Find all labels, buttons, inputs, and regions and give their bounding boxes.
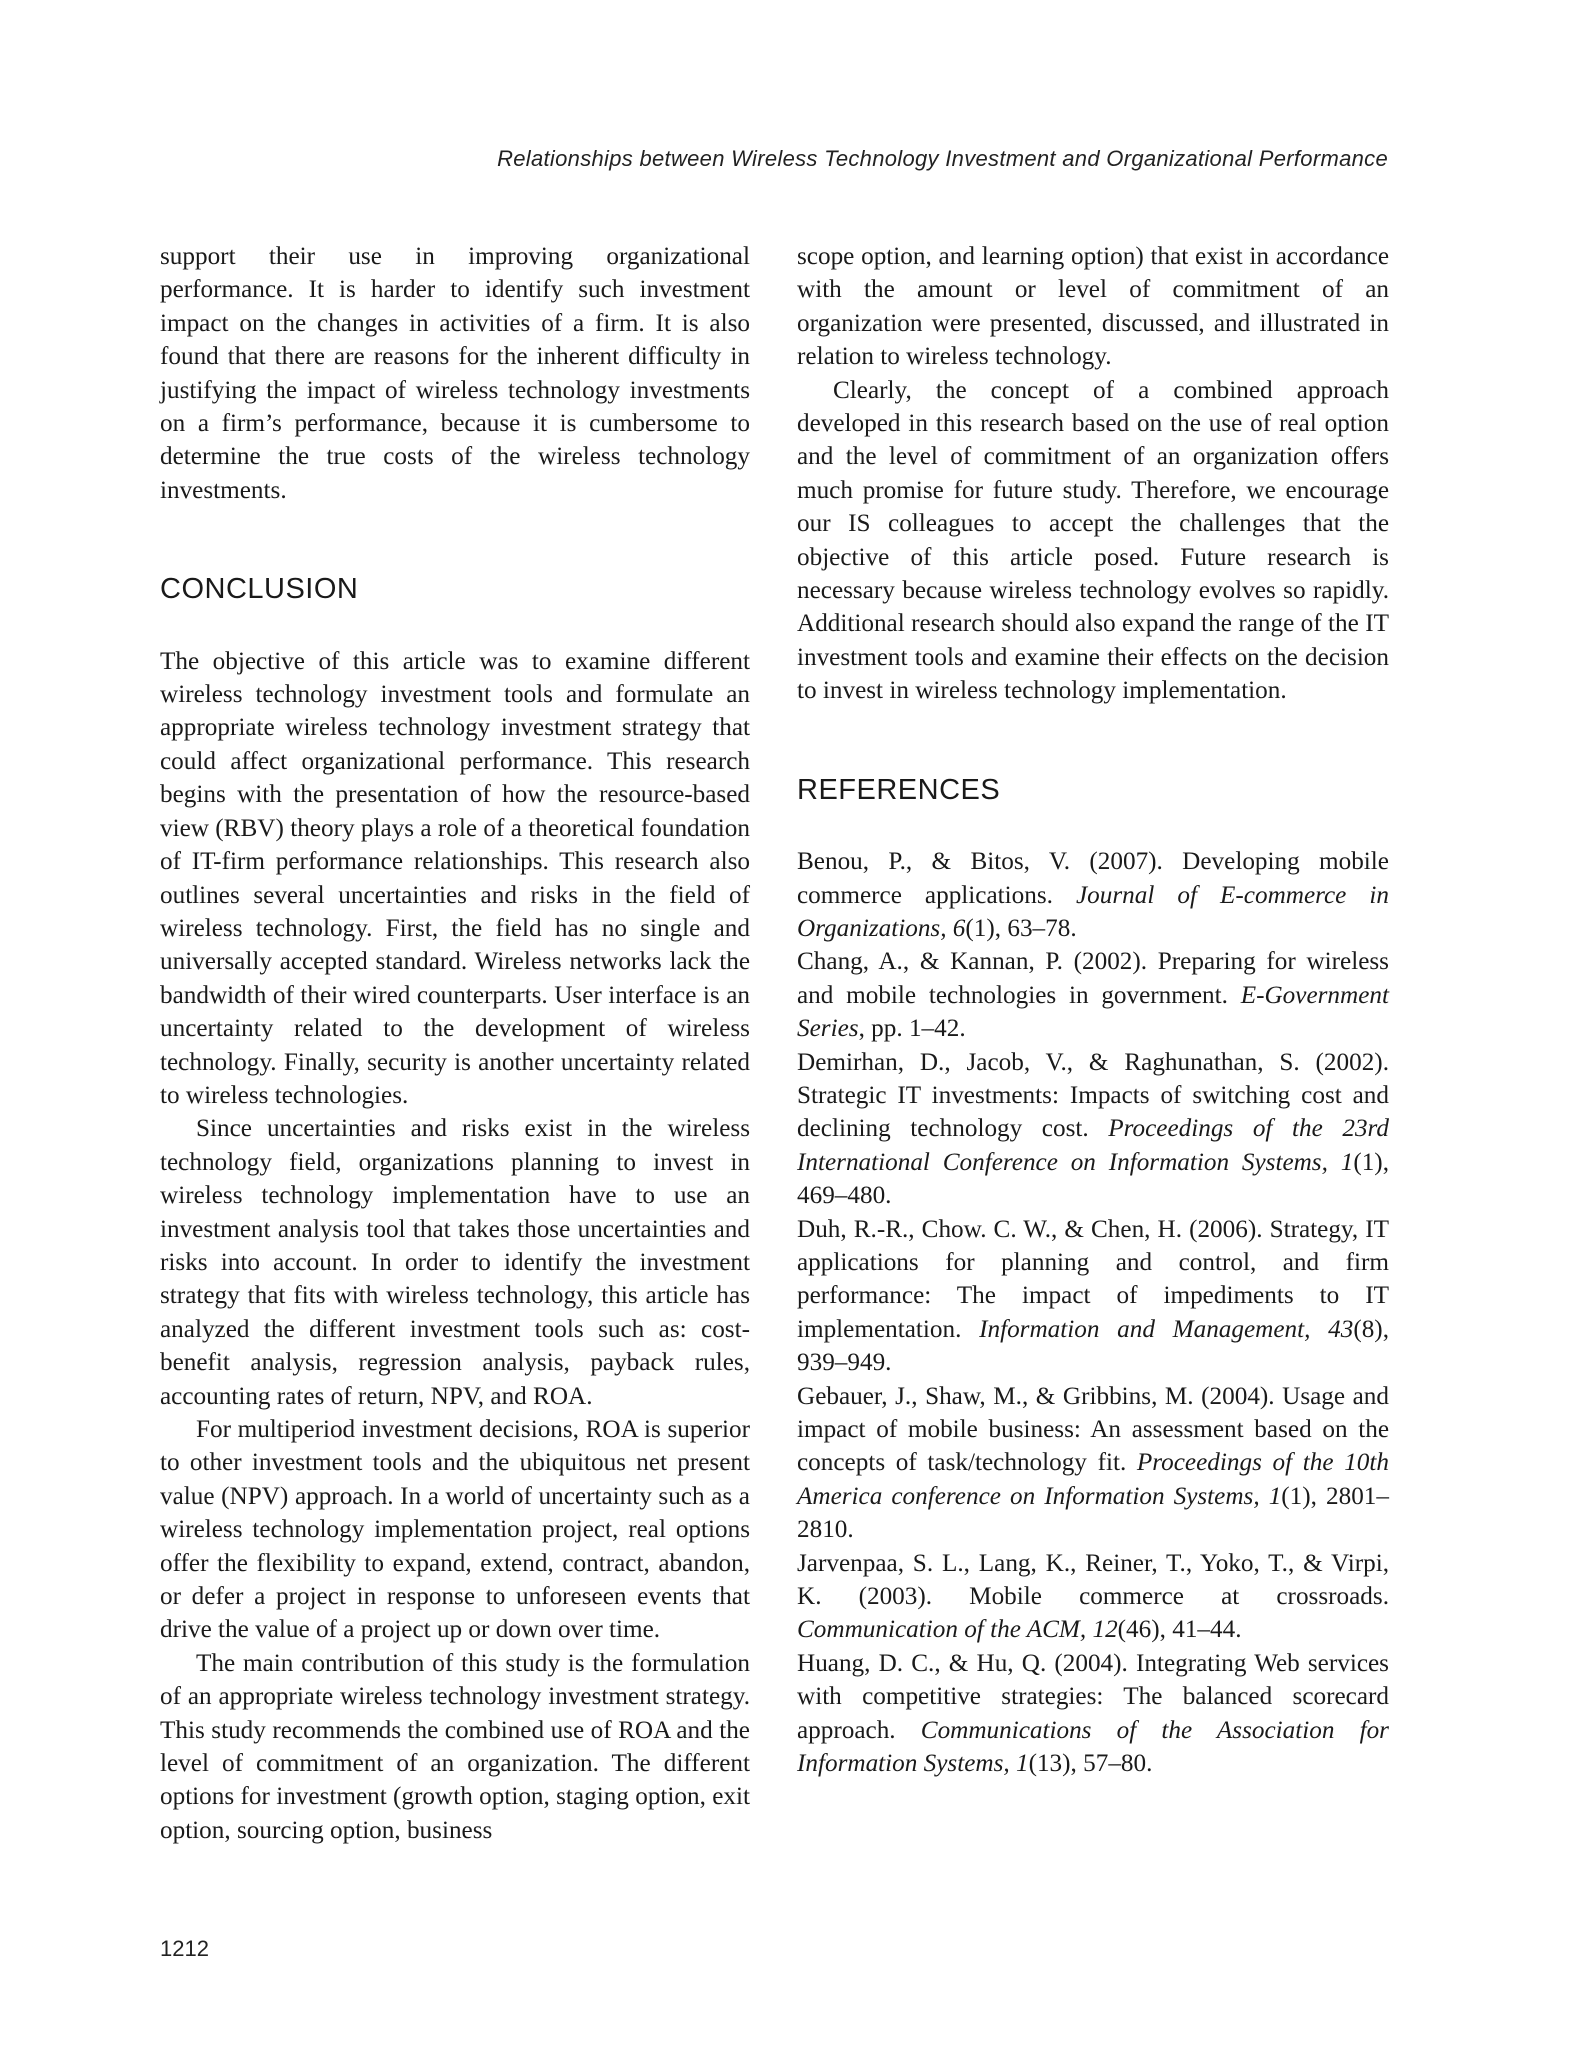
reference-details: (1), 469–480.: [797, 1148, 1389, 1210]
reference-source: Proceedings of the 23rd International Conference on Information Systems, 1: [797, 1115, 1389, 1176]
reference-entry: [797, 1380, 1389, 1547]
reference-text: Jarvenpaa, S. L., Lang, K., Reiner, T., Yoko, T., & Virpi, K. (2003). Mobile commerce at crossroads.: [797, 1549, 1389, 1611]
reference-text: Demirhan, D., Jacob, V., & Raghunathan, S. (2002). Strategic IT investments: Impacts of switching cost and declining technology cost.: [797, 1048, 1389, 1143]
reference-details: (1), 2801–2810.: [797, 1482, 1389, 1544]
reference-details: (1), 63–78.: [965, 914, 1077, 942]
closing-paragraph: Clearly, the concept of a combined approach developed in this research based on the use of real option and the level of commitment of an organization offers much promise for future study. Therefore, we encourage our IS colleagues to accept the challenges that the objective of this article posed. Future research is necessary because wireless technology evolves so rapidly. Additional research should also expand the range of the IT investment tools and examine their effects on the decision to invest in wireless technology implementation.: [797, 376, 1389, 705]
references-heading: REFERENCES: [797, 773, 1001, 806]
reference-entry: [797, 1046, 1389, 1213]
reference-details: (8), 939–949.: [797, 1315, 1389, 1377]
conclusion-heading: CONCLUSION: [160, 573, 359, 606]
reference-text: Huang, D. C., & Hu, Q. (2004). Integrating Web services with competitive strategies: The balanced scorecard approach.: [797, 1649, 1389, 1744]
reference-entry: [797, 1213, 1389, 1380]
reference-entry: [797, 945, 1389, 1045]
reference-details: , pp. 1–42.: [858, 1015, 966, 1043]
reference-text: Benou, P., & Bitos, V. (2007). Developing mobile commerce applications.: [797, 848, 1389, 909]
reference-entry: [797, 845, 1389, 945]
reference-entry: [797, 1647, 1389, 1781]
reference-details: (46), 41–44.: [1117, 1616, 1242, 1644]
reference-details: (13), 57–80.: [1028, 1750, 1153, 1778]
reference-source: Journal of E-commerce in Organizations, 6: [797, 881, 1389, 942]
conclusion-paragraph-2: Since uncertainties and risks exist in the wireless technology field, organizations planning to invest in wireless technology implementation have to use an investment analysis tool that takes those uncertainties and risks into account. In order to identify the investment strategy that fits with wireless technology, this article has analyzed the different investment tools such as: cost-benefit analysis, regression analysis, payback rules, accounting rates of return, NPV, and ROA.: [160, 1115, 750, 1410]
conclusion-paragraph-4: The main contribution of this study is the formulation of an appropriate wireless technology investment strategy. This study recommends the combined use of ROA and the level of commitment of an organization. The different options for investment (growth option, staging option, exit option, sourcing option, business: [160, 1649, 750, 1844]
reference-source: Proceedings of the 10th America conference on Information Systems, 1: [797, 1449, 1389, 1510]
continued-paragraph: scope option, and learning option) that exist in accordance with the amount or level of commitment of an organization were presented, discussed, and illustrated in relation to wireless technology.: [797, 243, 1389, 371]
reference-source: Information and Management, 43: [979, 1315, 1354, 1343]
conclusion-paragraph-1: The objective of this article was to examine different wireless technology investment tools and formulate an appropriate wireless technology investment strategy that could affect organizational performance. This research begins with the presentation of how the resource-based view (RBV) theory plays a role of a theoretical foundation of IT-firm performance relationships. This research also outlines several uncertainties and risks in the field of wireless technology. First, the field has no single and universally accepted standard. Wireless networks lack the bandwidth of their wired counterparts. User interface is an uncertainty related to the development of wireless technology. Finally, security is another uncertainty related to wireless technologies.: [160, 647, 750, 1109]
right-column: [797, 240, 1389, 1780]
conclusion-paragraph-3: For multiperiod investment decisions, ROA is superior to other investment tools and the ubiquitous net present value (NPV) approach. In a world of uncertainty such as a wireless technology implementation project, real options offer the flexibility to expand, extend, contract, abandon, or defer a project in response to unforeseen events that drive the value of a project up or down over time.: [160, 1416, 750, 1644]
reference-source: E-Government Series: [797, 981, 1389, 1043]
reference-source: Communications of the Association for Information Systems, 1: [797, 1716, 1389, 1778]
reference-source: Communication of the ACM, 12: [797, 1616, 1118, 1644]
reference-text: Chang, A., & Kannan, P. (2002). Preparing for wireless and mobile technologies in government.: [797, 948, 1389, 1009]
reference-text: Gebauer, J., Shaw, M., & Gribbins, M. (2004). Usage and impact of mobile business: An assessment based on the concepts of task/technology fit.: [797, 1382, 1389, 1477]
reference-entry: [797, 1547, 1389, 1647]
intro-paragraph: support their use in improving organizational performance. It is harder to identify such investment impact on the changes in activities of a firm. It is also found that there are reasons for the inherent difficulty in justifying the impact of wireless technology investments on a firm’s performance, because it is cumbersome to determine the true costs of the wireless technology investments.: [160, 243, 750, 504]
page-number: 1212: [160, 1936, 209, 1961]
reference-text: Duh, R.-R., Chow. C. W., & Chen, H. (2006). Strategy, IT applications for planning and control, and firm performance: The impact of impediments to IT implementation.: [797, 1215, 1389, 1343]
running-header: Relationships between Wireless Technology Investment and Organizational Performance: [497, 146, 1388, 171]
left-column: [160, 240, 750, 1847]
